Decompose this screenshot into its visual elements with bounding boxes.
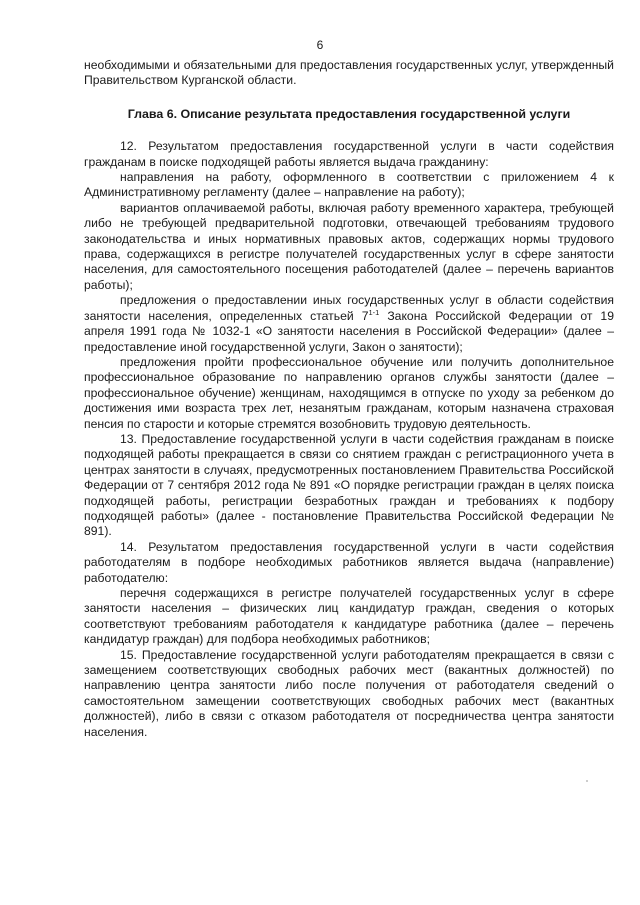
article-superscript: 1-1: [368, 307, 380, 317]
paragraph-14-intro: 14. Результатом предоставления государственной услуги в части содействия работодателям в подборе необходимых работников является выдача (направление) работодателю:: [84, 539, 614, 585]
document-body: [84, 58, 614, 740]
paragraph-12-item-1: направления на работу, оформленного в соответствии с приложением 4 к Административному регламенту (далее – направление на работу);: [84, 170, 614, 200]
page-number: 6: [316, 38, 324, 52]
paragraph-12-item-3-text-end: Закона Российской Федерации от 19 апреля 1991 года № 1032-1 «О занятости населения в Российской Федерации» (далее – предоставление иной государственной услуги, Закон о занятости);: [84, 308, 614, 354]
paragraph-12-item-3-text-start: предложения о предоставлении иных государственных услуг в области содействия занятости населения, определенных статьей 7: [84, 293, 614, 323]
paragraph-15: 15. Предоставление государственной услуги работодателям прекращается в связи с замещением соответствующих свободных рабочих мест (вакантных должностей) по направлению центра занятости либо после получения от работодателя сведений о самостоятельном замещении соответствующих свободных рабочих мест (вакантных должностей), либо в связи с отказом работодателя от посредничества центра занятости населения.: [84, 647, 614, 739]
continuation-paragraph: необходимыми и обязательными для предоставления государственных услуг, утвержденный Правительством Курганской области.: [84, 58, 614, 88]
paragraph-13: 13. Предоставление государственной услуги в части содействия гражданам в поиске подходящей работы прекращается в связи со снятием граждан с регистрационного учета в центрах занятости в случаях, предусмотренных постановлением Правительства Российской Федерации от 7 сентября 2012 года № 891 «О порядке регистрации граждан в целях поиска подходящей работы, регистрации безработных граждан и требованиях к подбору подходящей работы» (далее - постановление Правительства Российской Федерации № 891).: [84, 431, 614, 539]
paragraph-12-item-2: вариантов оплачиваемой работы, включая работу временного характера, требующей либо не требующей предварительной подготовки, отвечающей требованиям трудового законодательства и иных нормативных правовых актов, содержащих нормы трудового права, содержащихся в регистре получателей государственных услуг в сфере занятости населения, для самостоятельного посещения работодателей (далее – перечень вариантов работы);: [84, 200, 614, 292]
paragraph-12-item-3: [84, 293, 614, 355]
paragraph-12-intro: 12. Результатом предоставления государственной услуги в части содействия гражданам в поиске подходящей работы является выдача гражданину:: [84, 139, 614, 169]
chapter-heading: Глава 6. Описание результата предоставления государственной услуги: [127, 106, 571, 121]
paragraph-14-item-1: перечня содержащихся в регистре получателей государственных услуг в сфере занятости населения – физических лиц кандидатур граждан, сведения о которых соответствуют требованиям работодателя к кандидатуре работника (далее – перечень кандидатур граждан) для подбора необходимых работников;: [84, 586, 614, 647]
paragraph-12-item-4: предложения пройти профессиональное обучение или получить дополнительное профессиональное образование по направлению органов службы занятости (далее – профессиональное обучение) женщинам, находящимся в отпуске по уходу за ребенком до достижения ими возраста трех лет, незанятым гражданам, которым назначена страховая пенсия по старости и которые стремятся возобновить трудовую деятельность.: [84, 354, 614, 431]
scan-speck: [586, 780, 588, 782]
